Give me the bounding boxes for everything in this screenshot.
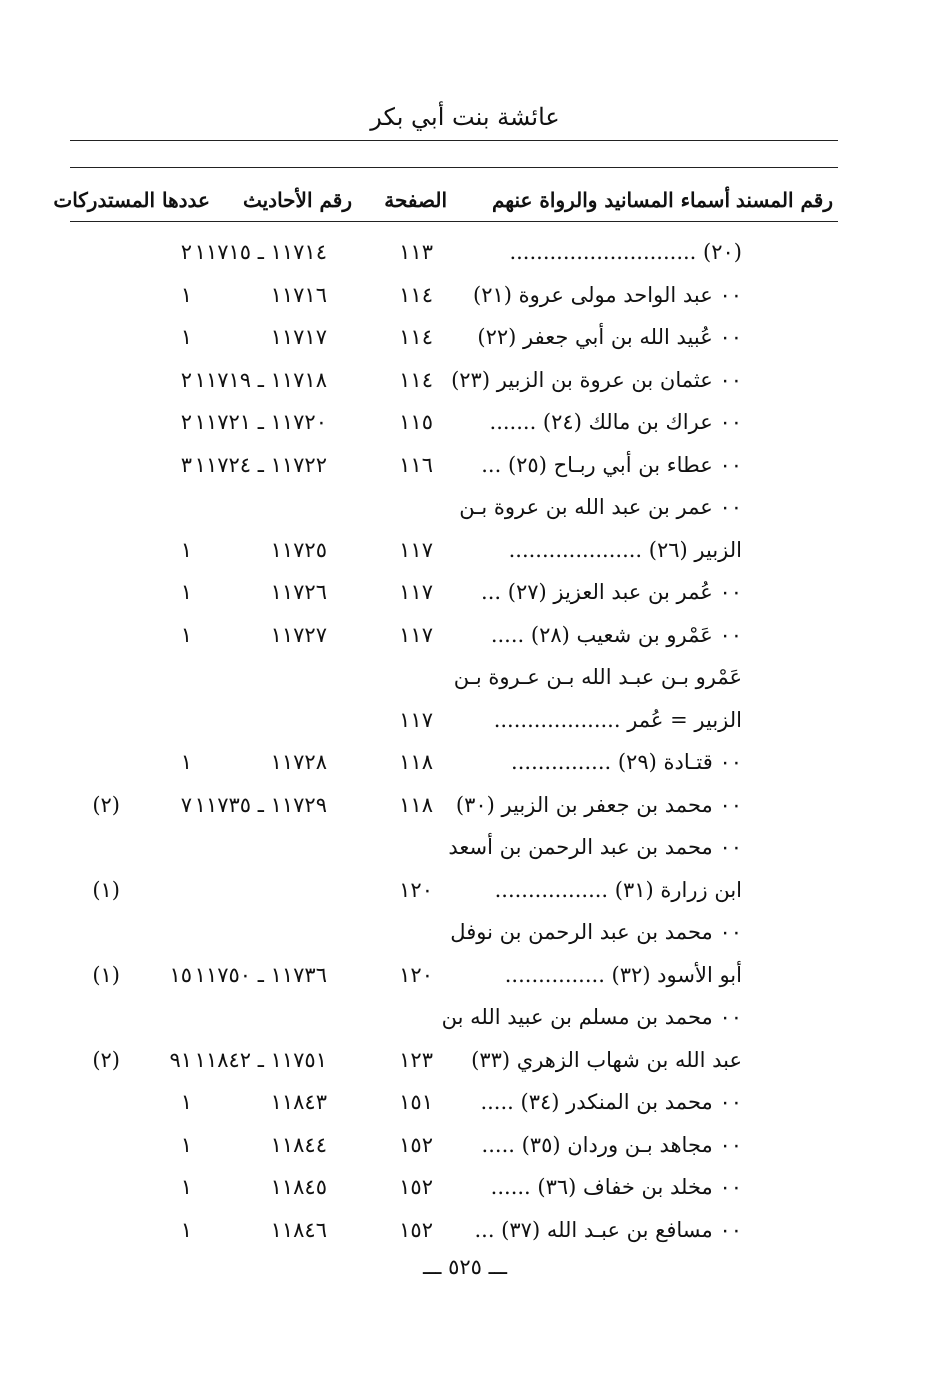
- entry-name: ٠٠ عراك بن مالك (٢٤) .......: [489, 410, 742, 434]
- entry-name: ٠٠ مخلد بن خفاف (٣٦) ......: [490, 1175, 742, 1199]
- entry-name: ٠٠ عمر بن عبد الله بن عروة بـن: [459, 495, 742, 519]
- entry-page: ١١٧: [399, 580, 433, 604]
- entry-page: ١١٤: [399, 325, 433, 349]
- entry-page: ١١٦: [399, 452, 433, 477]
- entry-name: ٠٠ عبد الواحد مولى عروة (٢١): [473, 282, 742, 307]
- entry-count: ١: [180, 282, 192, 307]
- entry-page: ١٥٢: [399, 1132, 433, 1157]
- table-row: [0, 661, 930, 703]
- table-row: [0, 1086, 930, 1128]
- table-row: [0, 916, 930, 958]
- header-musnad-no: رقم المسند: [735, 188, 833, 212]
- entry-count: ٢: [180, 367, 192, 392]
- entry-page: ١١٨: [399, 792, 433, 817]
- table-row: [0, 364, 930, 406]
- entry-page: ١٢٠: [399, 877, 433, 902]
- entry-count: ١: [180, 537, 192, 562]
- entry-count: ١٥: [169, 962, 192, 987]
- table-row: [0, 321, 930, 363]
- table-row: [0, 576, 930, 618]
- entry-page: ١١٣: [399, 240, 433, 264]
- entry-name: عَمْرو بـن عبـد الله بـن عـروة بـن: [453, 665, 742, 689]
- entry-count: ٢: [180, 410, 192, 434]
- entry-name: ٠٠ محمد بن عبد الرحمن بن نوفل: [450, 920, 742, 944]
- entry-name: ٠٠ قتـادة (٢٩) ...............: [511, 750, 742, 774]
- entry-page: ١١٧: [399, 622, 433, 647]
- entry-hadith-nos: ١١٧٣٦ ـ ١١٧٥٠: [194, 962, 327, 987]
- header-names: أسماء المسانيد والرواة عنهم: [491, 188, 730, 212]
- table-row: [0, 619, 930, 661]
- folio-number: ـــ ٥٢٥ ـــ: [422, 1255, 508, 1279]
- entry-hadith-nos: ١١٧٥١ ـ ١١٨٤٢: [194, 1047, 327, 1072]
- entry-count: ١: [180, 750, 192, 774]
- entry-name: ٠٠ عُمر بن عبد العزيز (٢٧) ...: [481, 580, 742, 604]
- table-row: [0, 279, 930, 321]
- entry-name: ٠٠ مجاهد بـن وردان (٣٥) .....: [481, 1132, 742, 1157]
- entry-name: (٢٠) ............................: [509, 240, 742, 264]
- entry-hadith-nos: ١١٧٢٧: [270, 622, 327, 647]
- entry-count: ١: [180, 622, 192, 647]
- entry-hadith-nos: ١١٨٤٣: [270, 1090, 327, 1114]
- entry-hadith-nos: ١١٧٢٥: [270, 537, 327, 562]
- header-hadith-nos: رقم الأحاديث: [242, 188, 352, 212]
- entry-name: ٠٠ عطاء بن أبي ربـاح (٢٥) ...: [481, 452, 742, 477]
- entry-count: ٣: [180, 452, 192, 477]
- entry-page: ١١٤: [399, 282, 433, 307]
- header-mustadrakat: عددها المستدركات: [53, 188, 210, 212]
- entry-page: ١٢٠: [399, 962, 433, 987]
- entry-page: ١٥٢: [399, 1217, 433, 1242]
- table-row: [0, 491, 930, 533]
- entry-name: الزبير (٢٦) ....................: [508, 537, 742, 562]
- entry-hadith-nos: ١١٧١٦: [270, 282, 327, 307]
- entry-name: ٠٠ محمد بن جعفر بن الزبير (٣٠): [455, 792, 742, 817]
- table-row: [0, 1171, 930, 1213]
- entry-page: ١١٧: [399, 537, 433, 562]
- entry-page: ١٥١: [399, 1090, 433, 1114]
- entry-hadith-nos: ١١٨٤٤: [270, 1132, 327, 1157]
- entry-hadith-nos: ١١٧٢٩ ـ ١١٧٣٥: [194, 792, 327, 817]
- entry-page: ١١٧: [399, 707, 433, 732]
- table-row: [0, 1001, 930, 1043]
- entry-hadith-nos: ١١٧٢٨: [270, 750, 327, 774]
- entry-hadith-nos: ١١٧١٨ ـ ١١٧١٩: [194, 367, 327, 392]
- entry-page: ١٢٣: [399, 1047, 433, 1072]
- header-rule: [70, 221, 838, 222]
- entry-hadith-nos: ١١٧١٤ ـ ١١٧١٥: [194, 240, 327, 264]
- table-row: [0, 1129, 930, 1171]
- entry-name: ٠٠ مسافع بن عبـد الله (٣٧) ...: [474, 1217, 742, 1242]
- entry-name: ٠٠ عَمْرو بن شعيب (٢٨) .....: [490, 622, 742, 647]
- table-row: [0, 704, 930, 746]
- entry-hadith-nos: ١١٨٤٦: [270, 1217, 327, 1242]
- entry-count: ١: [180, 1132, 192, 1157]
- table-row: [0, 534, 930, 576]
- table-row: [0, 831, 930, 873]
- entry-hadith-nos: ١١٨٤٥: [270, 1175, 327, 1199]
- entry-page: ١٥٢: [399, 1175, 433, 1199]
- entry-count: ٢: [180, 240, 192, 264]
- entry-count: ١: [180, 1090, 192, 1114]
- table-row: [0, 746, 930, 788]
- table-row: [0, 449, 930, 491]
- entry-name: ٠٠ محمد بن المنكدر (٣٤) .....: [480, 1090, 742, 1114]
- second-rule: [70, 167, 838, 168]
- entry-hadith-nos: ١١٧٢٦: [270, 580, 327, 604]
- entry-name: ابن زرارة (٣١) .................: [494, 877, 742, 902]
- entry-count: ١: [180, 1175, 192, 1199]
- entry-count: ١: [180, 1217, 192, 1242]
- table-row: [0, 406, 930, 448]
- entry-mustadrakat: (١): [92, 877, 120, 902]
- entry-page: ١١٤: [399, 367, 433, 392]
- entry-name: الزبير = عُمر ...................: [493, 707, 742, 732]
- entry-hadith-nos: ١١٧٢٢ ـ ١١٧٢٤: [194, 452, 327, 477]
- entry-hadith-nos: ١١٧٢٠ ـ ١١٧٢١: [194, 410, 327, 434]
- entry-page: ١١٨: [399, 750, 433, 774]
- entry-page: ١١٥: [399, 410, 433, 434]
- table-row: [0, 874, 930, 916]
- entry-name: عبد الله بن شهاب الزهري (٣٣): [471, 1047, 742, 1072]
- table-row: [0, 1214, 930, 1256]
- entry-mustadrakat: (٢): [92, 792, 120, 817]
- entry-name: ٠٠ محمد بن مسلم بن عبيد الله بن: [441, 1005, 742, 1029]
- entry-mustadrakat: (١): [92, 962, 120, 987]
- entry-count: ٧: [180, 792, 192, 817]
- running-title: عائشة بنت أبي بكر: [370, 103, 560, 131]
- entry-name: ٠٠ محمد بن عبد الرحمن بن أسعد: [448, 835, 742, 859]
- table-row: [0, 1044, 930, 1086]
- entry-hadith-nos: ١١٧١٧: [270, 325, 327, 349]
- table-row: [0, 789, 930, 831]
- entry-name: أبو الأسود (٣٢) ...............: [504, 962, 742, 987]
- table-row: [0, 959, 930, 1001]
- header-page: الصفحة: [384, 188, 447, 212]
- entry-name: ٠٠ عثمان بن عروة بن الزبير (٢٣): [451, 367, 742, 392]
- entry-mustadrakat: (٢): [92, 1047, 120, 1072]
- top-rule: [70, 140, 838, 141]
- entry-count: ١: [180, 325, 192, 349]
- entry-count: ١: [180, 580, 192, 604]
- entry-name: ٠٠ عُبيد الله بن أبي جعفر (٢٢): [477, 325, 742, 349]
- entry-count: ٩١: [169, 1047, 192, 1072]
- table-row: [0, 236, 930, 278]
